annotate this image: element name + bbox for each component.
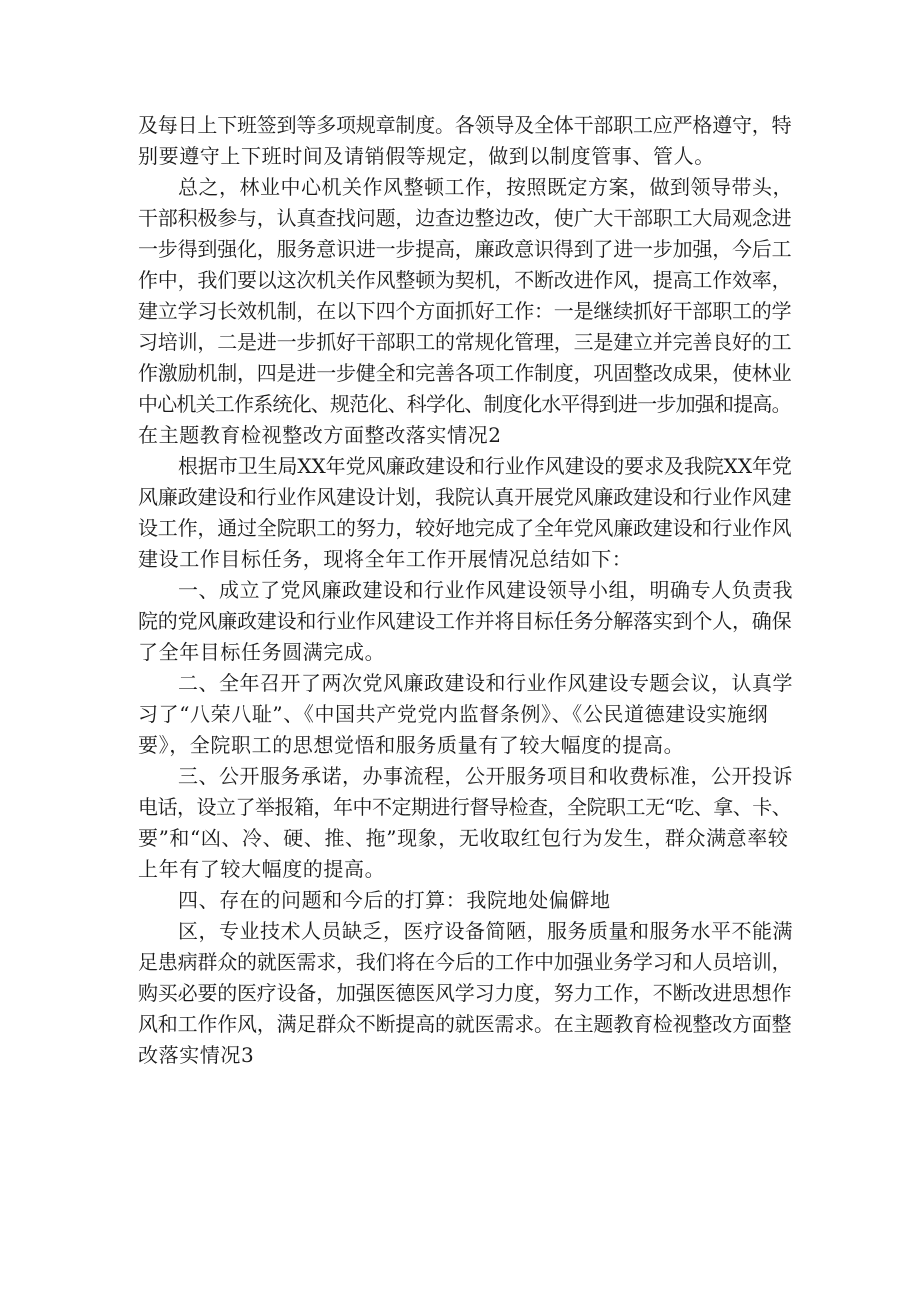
text-line: 建立学习长效机制，在以下四个方面抓好工作：一是继续抓好干部职工的学 xyxy=(138,299,792,323)
document-body xyxy=(138,110,793,1071)
paragraph-item-one xyxy=(138,575,793,668)
text-line: 及每日上下班签到等多项规章制度。各领导及全体干部职工应严格遵守，特 xyxy=(138,113,792,137)
text-line: 上年有了较大幅度的提高。 xyxy=(138,857,386,881)
paragraph-item-two xyxy=(138,668,793,761)
paragraph-item-four-continued xyxy=(138,916,793,1071)
text-line: 足患病群众的就医需求，我们将在今后的工作中加强业务学习和人员培训， xyxy=(138,950,792,974)
section-heading-line: 在主题教育检视整改方面整改落实情况2 xyxy=(138,423,502,447)
text-line: 根据市卫生局XX年党风廉政建设和行业作风建设的要求及我院XX年党 xyxy=(178,454,792,478)
paragraph-item-four xyxy=(138,885,793,916)
text-line: 二、全年召开了两次党风廉政建设和行业作风建设专题会议，认真学 xyxy=(178,671,793,695)
text-line: 一、成立了党风廉政建设和行业作风建设领导小组，明确专人负责我 xyxy=(178,578,793,602)
text-line: 要》，全院职工的思想觉悟和服务质量有了较大幅度的提高。 xyxy=(138,733,685,757)
text-line: 别要遵守上下班时间及请销假等规定，做到以制度管事、管人。 xyxy=(138,144,715,168)
text-line: 习了“八荣八耻”、《中国共产党党内监督条例》、《公民道德建设实施纲 xyxy=(138,702,769,726)
text-line: 电话，设立了举报箱，年中不定期进行督导检查，全院职工无“吃、拿、卡、 xyxy=(138,795,792,819)
text-line: 作中，我们要以这次机关作风整顿为契机，不断改进作风，提高工作效率， xyxy=(138,268,792,292)
text-line: 一步得到强化，服务意识进一步提高，廉政意识得到了进一步加强，今后工 xyxy=(138,237,792,261)
text-line: 三、公开服务承诺，办事流程，公开服务项目和收费标准，公开投诉 xyxy=(178,764,793,788)
text-line: 院的党风廉政建设和行业作风建设工作并将目标任务分解落实到个人，确保 xyxy=(138,609,792,633)
text-line: 购买必要的医疗设备，加强医德医风学习力度，努力工作，不断改进思想作 xyxy=(138,981,792,1005)
paragraph-intro xyxy=(138,451,793,575)
text-line: 建设工作目标任务，现将全年工作开展情况总结如下： xyxy=(138,547,633,571)
text-line: 风和工作作风，满足群众不断提高的就医需求。在主题教育检视整改方面整 xyxy=(138,1012,792,1036)
text-line: 四、存在的问题和今后的打算：我院地处偏僻地 xyxy=(178,888,611,912)
paragraph-rules-continuation xyxy=(138,110,793,172)
text-line: 总之，林业中心机关作风整顿工作，按照既定方案，做到领导带头， xyxy=(178,175,793,199)
paragraph-summary xyxy=(138,172,793,451)
text-line: 中心机关工作系统化、规范化、科学化、制度化水平得到进一步加强和提高。 xyxy=(138,392,791,416)
text-line: 了全年目标任务圆满完成。 xyxy=(138,640,386,664)
text-line: 区，专业技术人员缺乏，医疗设备简陋，服务质量和服务水平不能满 xyxy=(178,919,793,943)
paragraph-item-three xyxy=(138,761,793,885)
text-line: 要”和“凶、冷、硬、推、拖”现象，无收取红包行为发生，群众满意率较 xyxy=(138,826,789,850)
section-heading-line: 改落实情况3 xyxy=(138,1043,255,1067)
text-line: 风廉政建设和行业作风建设计划，我院认真开展党风廉政建设和行业作风建 xyxy=(138,485,792,509)
text-line: 习培训，二是进一步抓好干部职工的常规化管理，三是建立并完善良好的工 xyxy=(138,330,792,354)
text-line: 干部积极参与，认真查找问题，边查边整边改，使广大干部职工大局观念进 xyxy=(138,206,792,230)
text-line: 作激励机制，四是进一步健全和完善各项工作制度，巩固整改成果，使林业 xyxy=(138,361,792,385)
text-line: 设工作，通过全院职工的努力，较好地完成了全年党风廉政建设和行业作风 xyxy=(138,516,792,540)
